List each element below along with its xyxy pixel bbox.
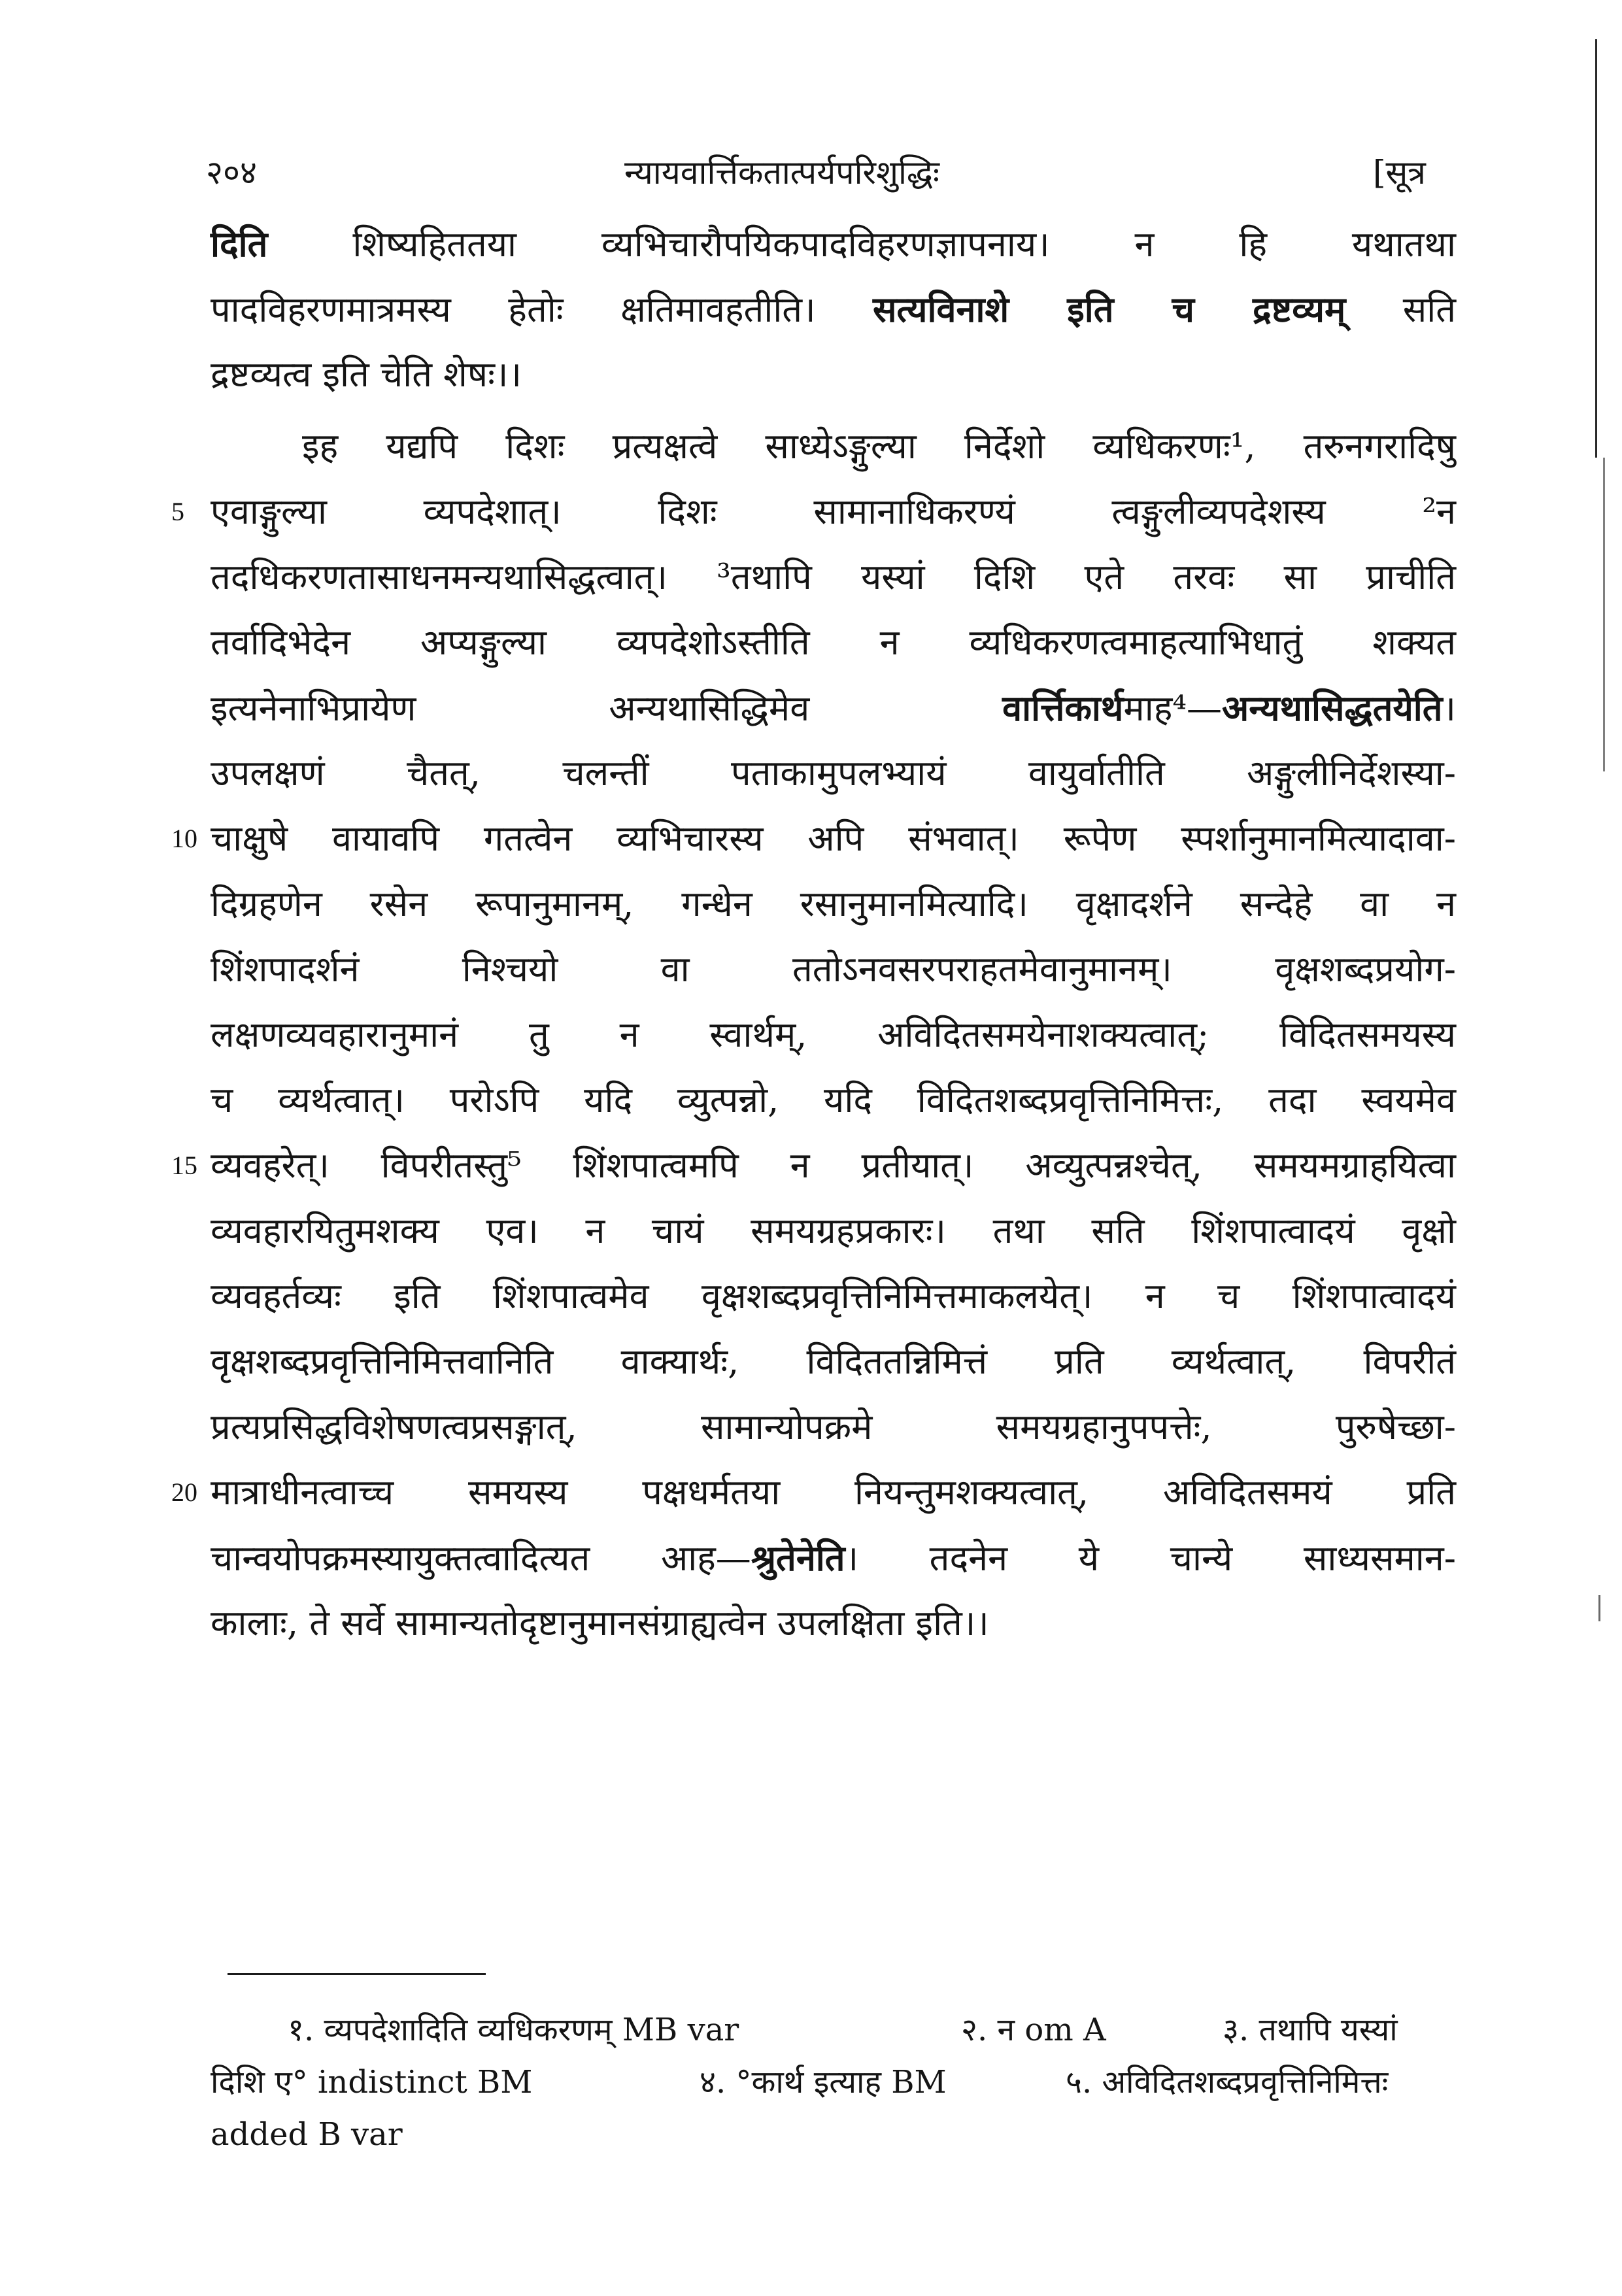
footnote-3-cont: दिशि ए° indistinct BM bbox=[211, 2064, 533, 2101]
line-text: सति bbox=[1345, 289, 1456, 330]
text-line-11: दिग्रहणेन रसेन रूपानुमानम्, गन्धेन रसानुमानमित्यादि। वृक्षादर्शने सन्देहे वा न bbox=[211, 883, 1456, 924]
line-text: माह⁴— bbox=[1123, 688, 1223, 729]
footnote-4: ४. °कार्थ इत्याह BM bbox=[700, 2064, 947, 2101]
page-number: २०४ bbox=[206, 154, 257, 192]
line-number-15: 15 bbox=[171, 1151, 197, 1180]
line-number-5: 5 bbox=[171, 497, 184, 526]
bold-term: सत्यविनाशे इति च द्रष्टव्यम् bbox=[873, 288, 1346, 330]
text-line-21 bbox=[211, 1525, 1456, 1591]
line-text: । bbox=[1442, 688, 1456, 729]
text-line-9: उपलक्षणं चैतत्, चलन्तीं पताकामुपलभ्यायं वायुर्वातीति अङ्गुलीनिर्देशस्या- bbox=[211, 752, 1456, 794]
text-line-15: व्यवहरेत्। विपरीतस्तु⁵ शिंशपात्वमपि न प्रतीयात्। अव्युत्पन्नश्चेत्, समयमग्राहयित्वा bbox=[211, 1145, 1456, 1186]
text-line-8 bbox=[211, 675, 1456, 741]
scan-edge-mark bbox=[1603, 458, 1605, 771]
text-line-10: चाक्षुषे वायावपि गतत्वेन व्यभिचारस्य अपि संभवात्। रूपेण स्पर्शानुमानमित्यादावा- bbox=[211, 818, 1456, 859]
bold-term: श्रुतेनेति bbox=[751, 1537, 845, 1579]
scan-edge-mark bbox=[1598, 1595, 1600, 1621]
running-title: न्यायवार्त्तिकतात्पर्यपरिशुद्धिः bbox=[624, 154, 939, 192]
text-line-17: व्यवहर्तव्यः इति शिंशपात्वमेव वृक्षशब्दप्रवृत्तिनिमित्तमाकलयेत्। न च शिंशपात्वादयं bbox=[211, 1275, 1457, 1317]
text-line-2 bbox=[211, 277, 1456, 342]
footnote-3: ३. तथापि यस्यां bbox=[1223, 2012, 1398, 2048]
bold-term: अन्यथासिद्धतयेति bbox=[1222, 687, 1443, 729]
text-line-6: तदधिकरणतासाधनमन्यथासिद्धत्वात्। ³तथापि यस्यां दिशि एते तरवः सा प्राचीति bbox=[211, 556, 1456, 598]
section-marker: [सूत्र bbox=[1373, 154, 1426, 192]
text-line-13: लक्षणव्यवहारानुमानं तु न स्वार्थम्, अविदितसमयेनाशक्यत्वात्; विदितसमयस्य bbox=[211, 1014, 1456, 1055]
text-line-1 bbox=[211, 211, 1456, 277]
line-number-10: 10 bbox=[171, 824, 197, 853]
line-text: पादविहरणमात्रमस्य हेतोः क्षतिमावहतीति। bbox=[211, 289, 873, 330]
line-text: चान्वयोपक्रमस्यायुक्तत्वादित्यत आह— bbox=[211, 1538, 751, 1579]
text-line-20: मात्राधीनत्वाच्च समयस्य पक्षधर्मतया नियन्तुमशक्यत्वात्, अविदितसमयं प्रति bbox=[211, 1472, 1456, 1513]
line-text: । तदनेन ये चान्ये साध्यसमान- bbox=[845, 1538, 1457, 1579]
footnote-5: ५. अविदितशब्दप्रवृत्तिनिमित्तः bbox=[1066, 2064, 1389, 2101]
text-line-19: प्रत्यप्रसिद्धविशेषणत्वप्रसङ्गात्, सामान्योपक्रमे समयग्रहानुपपत्तेः, पुरुषेच्छा- bbox=[211, 1406, 1456, 1447]
text-line-7: तर्वादिभेदेन अप्यङ्गुल्या व्यपदेशोऽस्तीति न व्यधिकरणत्वमाहत्याभिधातुं शक्यत bbox=[211, 622, 1456, 663]
text-line-3: द्रष्टव्यत्व इति चेति शेषः।। bbox=[211, 354, 522, 395]
footnote-rule bbox=[228, 1973, 486, 1975]
footnote-2: २. न om A bbox=[961, 2012, 1106, 2048]
text-line-14: च व्यर्थत्वात्। परोऽपि यदि व्युत्पन्नो, यदि विदितशब्दप्रवृत्तिनिमित्तः, तदा स्वयमेव bbox=[211, 1079, 1456, 1121]
text-line-5: एवाङ्गुल्या व्यपदेशात्। दिशः सामानाधिकरण्यं त्वङ्गुलीव्यपदेशस्य ²न bbox=[211, 491, 1456, 532]
bold-term: दिति bbox=[211, 223, 268, 265]
scan-edge-mark bbox=[1595, 39, 1597, 458]
footnote-1: १. व्यपदेशादिति व्यधिकरणम् MB var bbox=[288, 2012, 739, 2048]
text-line-18: वृक्षशब्दप्रवृत्तिनिमित्तवानिति वाक्यार्थः, विदिततन्निमित्तं प्रति व्यर्थत्वात्, विपरीतं bbox=[211, 1341, 1456, 1382]
line-text: शिष्यहिततया व्यभिचारौपयिकपादविहरणज्ञापनाय। न हि यथातथा bbox=[267, 224, 1456, 265]
text-line-12: शिंशपादर्शनं निश्चयो वा ततोऽनवसरपराहतमेवानुमानम्। वृक्षशब्दप्रयोग- bbox=[211, 949, 1456, 990]
line-number-20: 20 bbox=[171, 1477, 197, 1507]
bold-term: वार्त्तिकार्थ bbox=[1002, 687, 1124, 729]
text-line-22: कालाः, ते सर्वे सामान्यतोदृष्टानुमानसंग्राह्यत्वेन उपलक्षिता इति।। bbox=[211, 1602, 989, 1644]
text-line-4: इह यद्यपि दिशः प्रत्यक्षत्वे साध्येऽङ्गुल्या निर्देशो व्यधिकरणः¹, तरुनगरादिषु bbox=[302, 426, 1456, 467]
text-line-16: व्यवहारयितुमशक्य एव। न चायं समयग्रहप्रकारः। तथा सति शिंशपात्वादयं वृक्षो bbox=[211, 1210, 1456, 1251]
footnote-5-cont: added B var bbox=[211, 2116, 403, 2153]
line-text: इत्यनेनाभिप्रायेण अन्यथासिद्धिमेव bbox=[211, 688, 1003, 729]
